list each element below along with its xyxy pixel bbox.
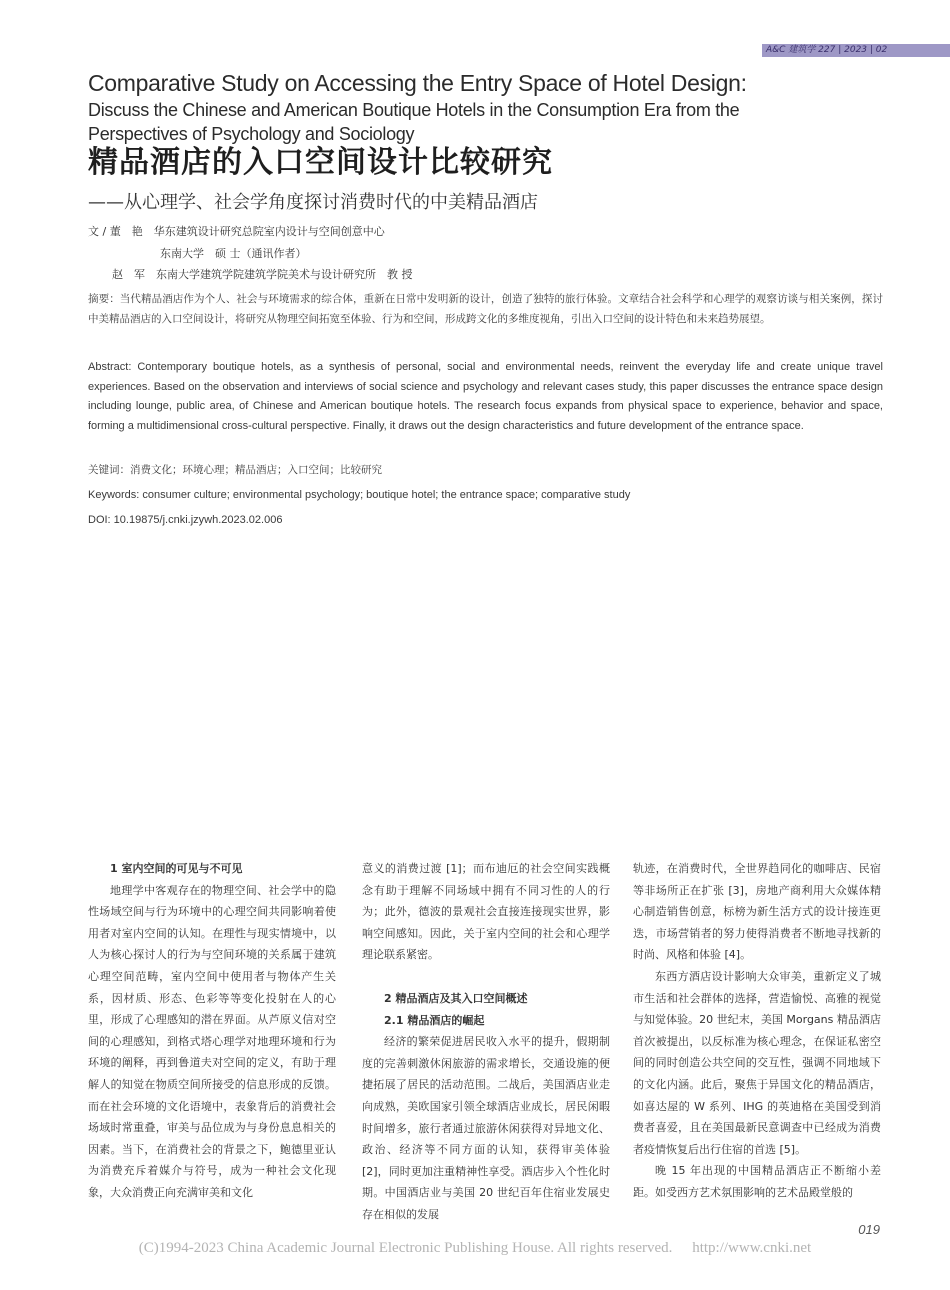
abstract-english: Abstract: Contemporary boutique hotels, as a synthesis of personal, social and environmental needs, reinvent the everyday life and create unique travel experiences. Based on the observation and interviews of social science and psychology and relevant cases study, this paper discusses the entrance space design including lounge, public area, of Chinese and American boutique hotels. The research focus expands from physical space to experience, behavior and space, forming a multidimensional cross-cultural perspective. Finally, it draws out the design characteristics and future development of the entrance space. [88, 361, 883, 432]
section-2-1-paragraph-2: 轨迹，在消费时代，全世界趋同化的咖啡店、民宿等非场所正在扩张 [3]，房地产商利用大众媒体精心制造销售创意，标榜为新生活方式的设计接连更迭，市场营销者的努力使得消费者不断地寻找新的时尚、风格和体验 [4]。 [633, 862, 881, 962]
body-column-1 [88, 858, 336, 1204]
body-column-2 [362, 858, 610, 1226]
section-2-1-heading: 2.1 精品酒店的崛起 [384, 1013, 485, 1027]
body-column-3 [633, 858, 881, 1204]
keywords-english: Keywords: consumer culture; environmental psychology; boutique hotel; the entrance space; comparative study [88, 489, 631, 501]
journal-tag: A&C 建筑学 227 | 2023 | 02 [766, 45, 888, 55]
copyright-footer [0, 1240, 950, 1257]
chinese-subtitle: ——从心理学、社会学角度探讨消费时代的中美精品酒店 [88, 192, 538, 213]
english-title-line2: Discuss the Chinese and American Boutique Hotels in the Consumption Era from the [88, 100, 740, 120]
section-2-1-paragraph-3: 东西方酒店设计影响大众审美，重新定义了城市生活和社会群体的选择，营造愉悦、高雅的视觉与知觉体验。20 世纪末，美国 Morgans 精品酒店首次被提出，以反标准为核心理念，在保证私密空间的同时创造公共空间的交互性，强调不同地域下的文化内涵。此后，聚焦于异国文化的精品酒店，如喜达屋的 W 系列、IHG 的英迪格在美国受到消费者喜爱，且在美国最新民意调查中已经成为消费者疫情恢复后出行住宿的首选 [5]。 [633, 969, 881, 1156]
author-line-1: 文 / 董 艳 华东建筑设计研究总院室内设计与空间创意中心 [88, 225, 385, 238]
english-title [88, 68, 828, 146]
section-1-paragraph-2: 意义的消费过渡 [1]；而布迪厄的社会空间实践概念有助于理解不同场域中拥有不同习性的人的行为；此外，德波的景观社会直接连接现实世界，影响空间感知。因此，关于室内空间的社会和心理学理论联系紧密。 [362, 862, 610, 962]
section-1-paragraph-1: 地理学中客观存在的物理空间、社会学中的隐性场域空间与行为环境中的心理空间共同影响着使用者对室内空间的认知。在理性与现实情境中，以人为核心探讨人的行为与空间环境的关系属于建筑心理空间范畴，室内空间中使用者与物体产生关系，因材质、形态、色彩等等变化投射在人的心里，形成了心理感知的潜在界面。从芦原义信对空间的心理感知，到格式塔心理学对地理环境和行为环境的阐释，再到鲁道夫对空间的定义，有助于理解人的知觉在物质空间所接受的信息形成的反馈。而在社会环境的文化语境中，表象背后的消费社会场域时常重叠，审美与品位成为与身份息息相关的因素。当下，在消费社会的背景之下，鲍德里亚认为消费充斥着媒介与符号，成为一种社会文化现象，大众消费正向充满审美和文化 [88, 883, 336, 1199]
section-2-1-paragraph-4: 晚 15 年出现的中国精品酒店正不断缩小差距。如受西方艺术氛围影响的艺术品殿堂般的 [633, 1164, 881, 1199]
author-line-2: 东南大学 硕 士（通讯作者） [160, 247, 307, 260]
abstract-chinese: 摘要：当代精品酒店作为个人、社会与环境需求的综合体，重新在日常中发明新的设计，创造了独特的旅行体验。文章结合社会科学和心理学的观察访谈与相关案例，探讨中美精品酒店的入口空间设计，将研究从物理空间拓宽至体验、行为和空间，形成跨文化的多维度视角，引出入口空间的设计特色和未来趋势展望。 [88, 293, 883, 325]
doi-text: DOI: 10.19875/j.cnki.jzywh.2023.02.006 [88, 514, 283, 526]
page-number: 019 [858, 1222, 880, 1237]
section-2-1-paragraph-1: 经济的繁荣促进居民收入水平的提升，假期制度的完善刺激休闲旅游的需求增长，交通设施的便捷拓展了居民的活动范围。二战后，美国酒店业走向成熟，美欧国家引领全球酒店业成长，居民闲暇时间增多，旅行者通过旅游休闲获得对异地文化、政治、经济等不同方面的认知，获得审美体验 [2]，同时更加注重精神性享受。酒店步入个性化时期。中国酒店业与美国 20 世纪百年住宿业发展史存在相似的发展 [362, 1035, 610, 1221]
english-title-line3: Perspectives of Psychology and Sociology [88, 124, 415, 144]
cnki-link[interactable]: http://www.cnki.net [692, 1240, 812, 1256]
chinese-title: 精品酒店的入口空间设计比较研究 [88, 145, 553, 180]
section-1-heading: 1 室内空间的可见与不可见 [110, 862, 243, 875]
section-2-heading: 2 精品酒店及其入口空间概述 [384, 991, 528, 1005]
keywords-chinese: 关键词：消费文化；环境心理；精品酒店；入口空间；比较研究 [88, 464, 382, 476]
author-line-3: 赵 军 东南大学建筑学院建筑学院美术与设计研究所 教 授 [112, 268, 413, 281]
copyright-text: (C)1994-2023 China Academic Journal Electronic Publishing House. All rights reserved. [138, 1240, 673, 1256]
english-title-line1: Comparative Study on Accessing the Entry Space of Hotel Design: [88, 70, 747, 96]
